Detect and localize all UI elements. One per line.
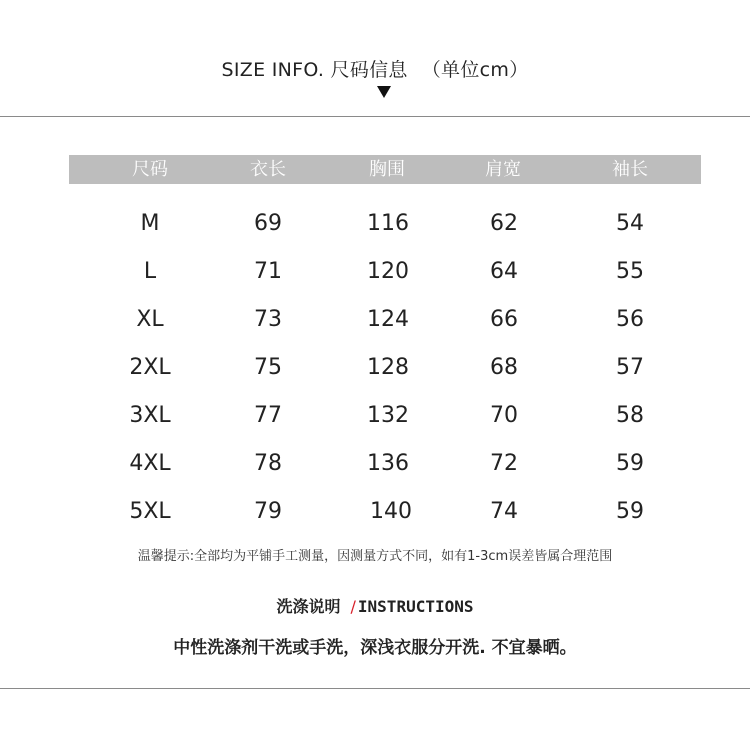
table-row — [0, 209, 750, 239]
cell-chest: 120 — [367, 259, 409, 284]
cell-sleeve: 55 — [616, 259, 644, 284]
cell-size: XL — [136, 307, 164, 332]
table-row — [0, 305, 750, 335]
cell-size: L — [143, 259, 157, 284]
table-header — [69, 155, 701, 184]
cell-shoulder: 72 — [490, 451, 518, 476]
instructions-title-en: INSTRUCTIONS — [357, 597, 474, 616]
instructions-title — [0, 594, 750, 617]
cell-length: 77 — [254, 403, 282, 428]
cell-shoulder: 64 — [490, 259, 518, 284]
cell-chest: 116 — [367, 211, 409, 236]
cell-shoulder: 68 — [490, 355, 518, 380]
cell-shoulder: 62 — [490, 211, 518, 236]
cell-length: 71 — [254, 259, 282, 284]
cell-chest: 124 — [367, 307, 409, 332]
instructions-title-cn: 洗涤说明 — [276, 597, 341, 616]
cell-shoulder: 66 — [490, 307, 518, 332]
table-row — [0, 497, 750, 527]
cell-size: 5XL — [129, 499, 171, 524]
table-row — [0, 401, 750, 431]
table-row — [0, 353, 750, 383]
cell-size: 2XL — [129, 355, 171, 380]
cell-sleeve: 59 — [616, 499, 644, 524]
cell-chest: 136 — [367, 451, 409, 476]
cell-length: 78 — [254, 451, 282, 476]
bottom-divider — [0, 688, 750, 689]
cell-chest: 140 — [370, 499, 412, 524]
cell-sleeve: 56 — [616, 307, 644, 332]
cell-sleeve: 57 — [616, 355, 644, 380]
cell-chest: 132 — [367, 403, 409, 428]
measurement-note: 温馨提示:全部均为平铺手工测量，因测量方式不同，如有1-3cm误差皆属合理范围 — [137, 549, 613, 564]
cell-length: 75 — [254, 355, 282, 380]
cell-sleeve: 54 — [616, 211, 644, 236]
down-arrow-icon — [377, 86, 391, 98]
top-divider — [0, 116, 750, 117]
cell-size: M — [140, 211, 160, 236]
cell-shoulder: 70 — [490, 403, 518, 428]
cell-length: 79 — [254, 499, 282, 524]
cell-sleeve: 58 — [616, 403, 644, 428]
cell-size: 4XL — [129, 451, 171, 476]
cell-shoulder: 74 — [490, 499, 518, 524]
cell-sleeve: 59 — [616, 451, 644, 476]
cell-size: 3XL — [129, 403, 171, 428]
title-unit: （单位cm） — [421, 59, 529, 81]
title-main: SIZE INFO. 尺码信息 — [221, 59, 408, 81]
table-row — [0, 449, 750, 479]
header-chest: 胸围 — [369, 159, 405, 180]
instructions-text: 中性洗涤剂干洗或手洗，深浅衣服分开洗. 不宜暴晒。 — [173, 638, 577, 658]
header-sleeve: 袖长 — [612, 159, 648, 180]
page-title — [0, 55, 750, 82]
cell-length: 73 — [254, 307, 282, 332]
table-row — [0, 257, 750, 287]
header-shoulder: 肩宽 — [485, 159, 521, 180]
cell-chest: 128 — [367, 355, 409, 380]
title-slash: / — [350, 597, 356, 616]
header-length: 衣长 — [250, 159, 286, 180]
cell-length: 69 — [254, 211, 282, 236]
header-size: 尺码 — [132, 159, 168, 180]
